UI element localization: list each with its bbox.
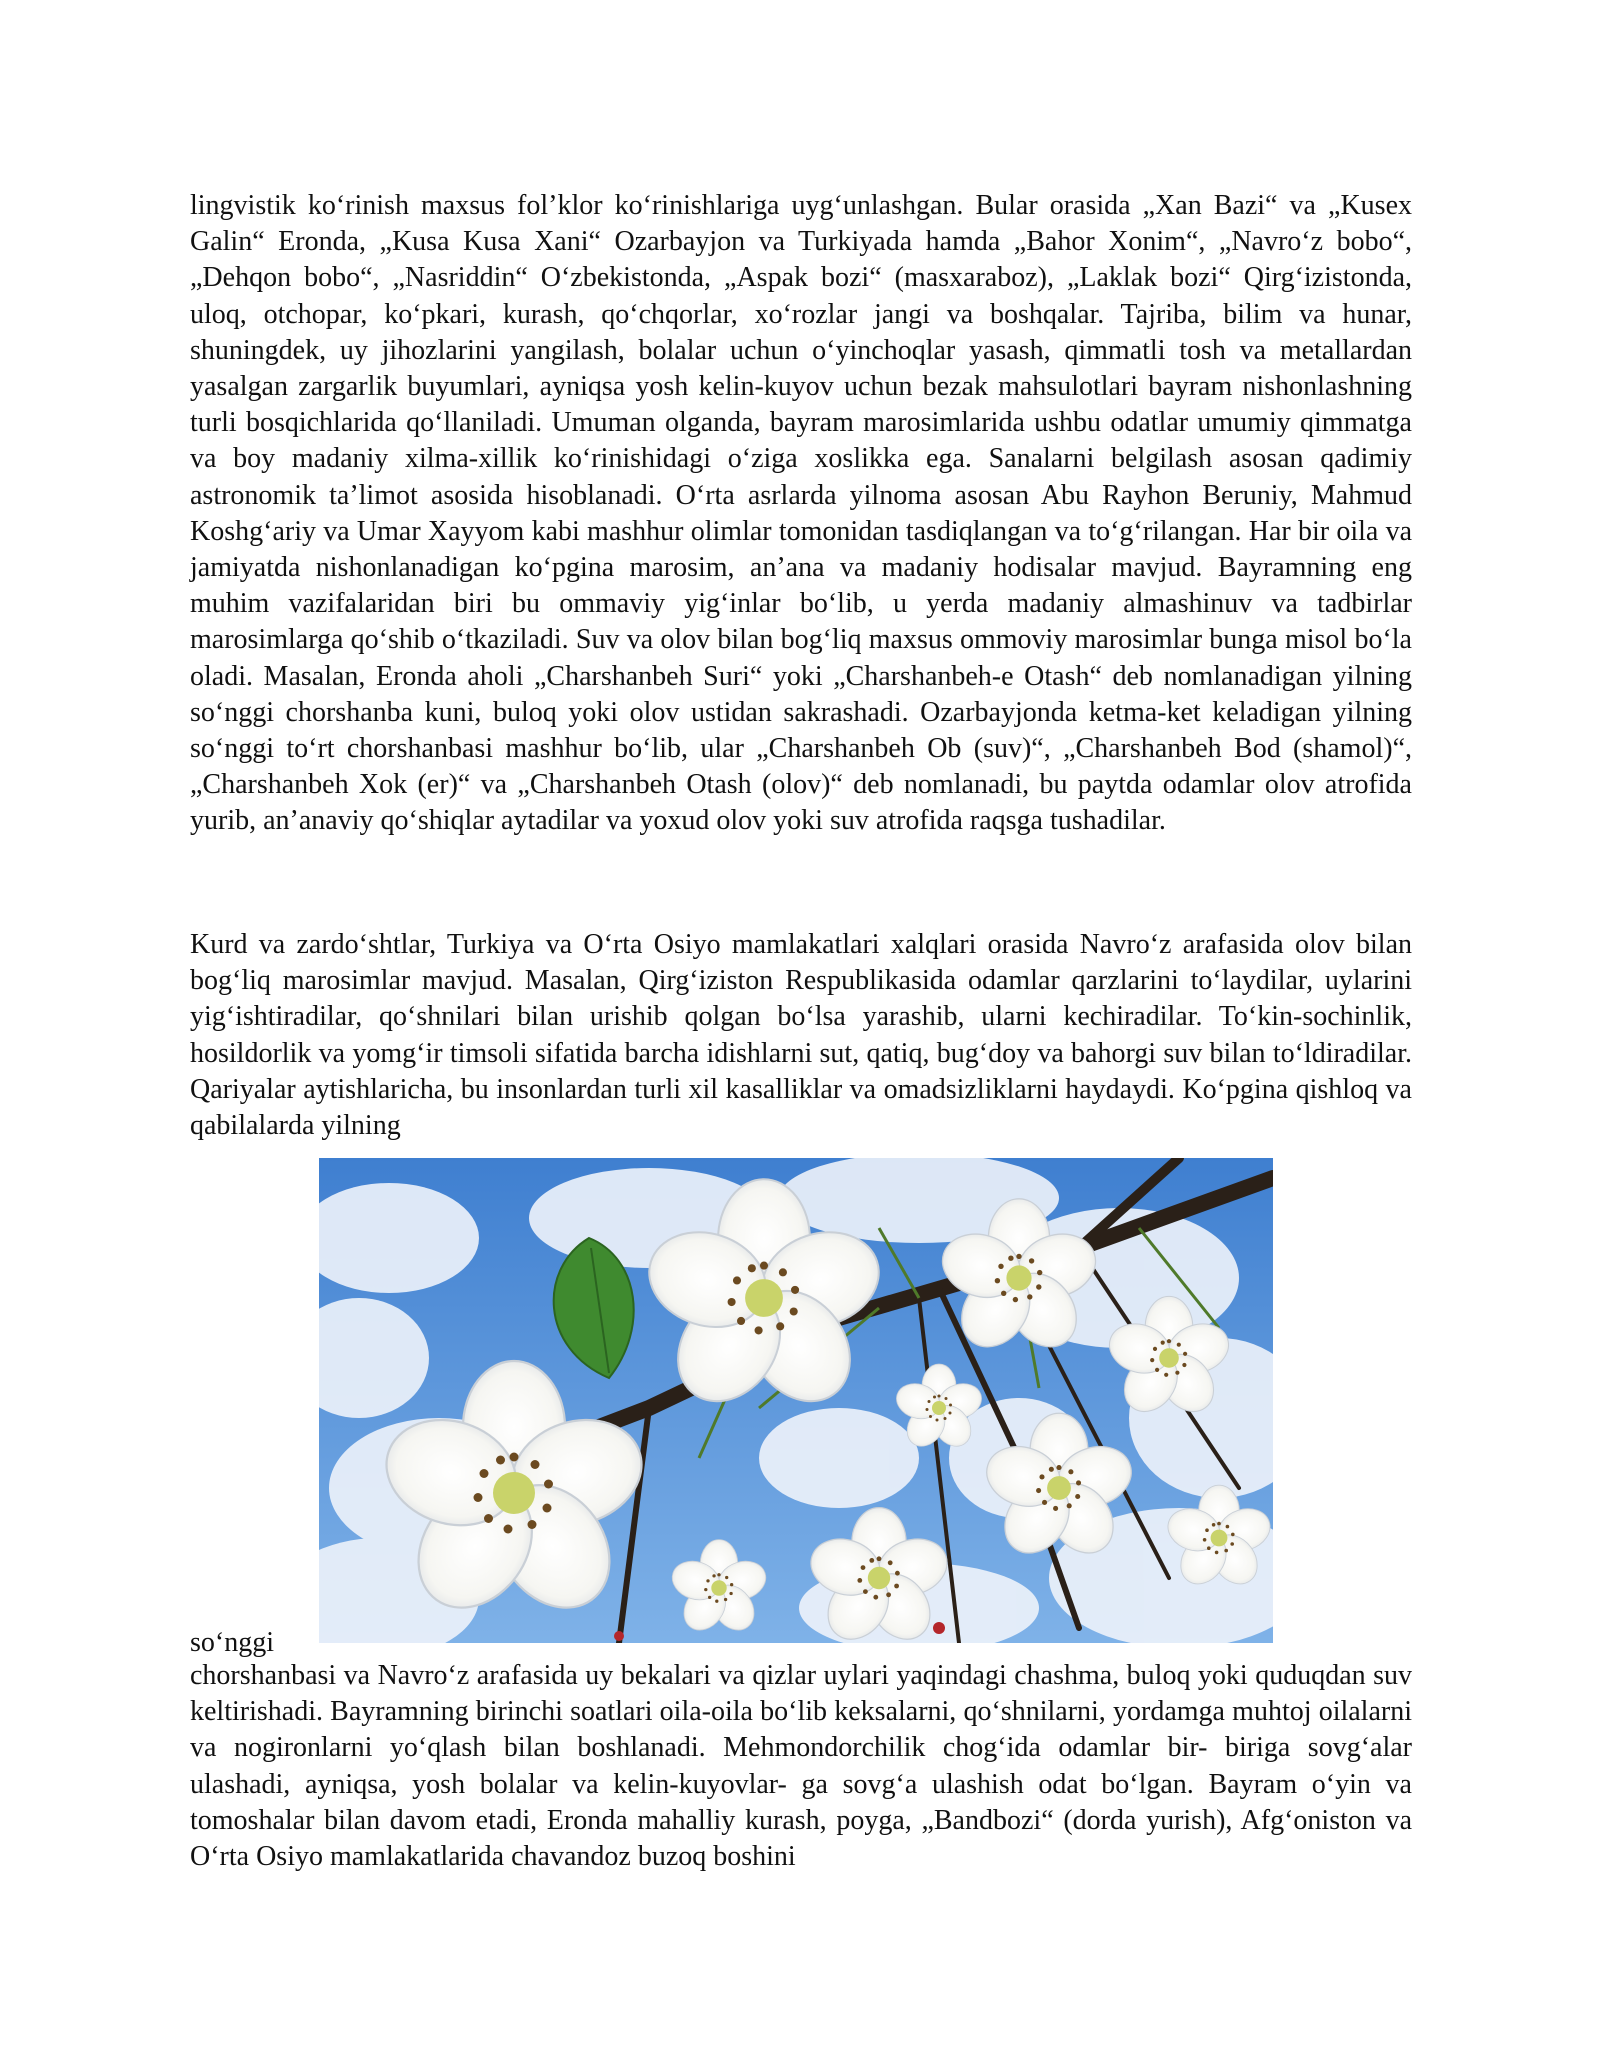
cherry-blossom-illustration <box>319 1158 1273 1643</box>
paragraph-1: lingvistik ko‘rinish maxsus fol’klor ko‘rinishlariga uyg‘unlashgan. Bular orasida „Xan Bazi“ va „Kusex Galin“ Eronda, „Kusa Kusa Xani“ Ozarbayjon va Turkiyada hamda „Bahor Xonim“, „Navro‘z bobo“, „Dehqon bobo“, „Nasriddin“ O‘zbekistonda, „Aspak bozi“ (masxaraboz), „Laklak bozi“ Qirg‘izistonda, uloq, otchopar, ko‘pkari, kurash, qo‘chqorlar, xo‘rozlar jangi va boshqalar. Tajriba, bilim va hunar, shuningdek, uy jihozlarini yangilash, bolalar uchun o‘yinchoqlar yasash, qimmatli tosh va metallardan yasalgan zargarlik buyumlari, ayniqsa yosh kelin-kuyov uchun bezak mahsulotlari bayram nishonlashning turli bosqichlarida qo‘llaniladi. Umuman olganda, bayram marosimlarida ushbu odatlar umumiy qimmatga va boy madaniy xilma-xillik ko‘rinishidagi o‘ziga xoslikka ega. Sanalarni belgilash asosan qadimiy astronomik ta’limot asosida hisoblanadi. O‘rta asrlarda yilnoma asosan Abu Rayhon Beruniy, Mahmud Koshg‘ariy va Umar Xayyom kabi mashhur olimlar tomonidan tasdiqlangan va to‘g‘rilangan. Har bir oila va jamiyatda nishonlanadigan ko‘pgina marosim, an’ana va madaniy hodisalar mavjud. Bayramning eng muhim vazifalaridan biri bu ommaviy yig‘inlar bo‘lib, u yerda madaniy almashinuv va tadbirlar marosimlarga qo‘shib o‘tkaziladi. Suv va olov bilan bog‘liq maxsus ommoviy marosimlar bunga misol bo‘la oladi. Masalan, Eronda aholi „Charshanbeh Suri“ yoki „Charshanbeh-e Otash“ deb nomlanadigan yilning so‘nggi chorshanba kuni, buloq yoki olov ustidan sakrashadi. Ozarbayjonda ketma-ket keladigan yilning so‘nggi to‘rt chorshanbasi mashhur bo‘lib, ular „Charshanbeh Ob (suv)“, „Charshanbeh Bod (shamol)“, „Charshanbeh Xok (er)“ va „Charshanbeh Otash (olov)“ deb nomlanadi, bu paytda odamlar olov atrofida yurib, an’anaviy qo‘shiqlar aytadilar va yoxud olov yoki suv atrofida raqsga tushadilar. <box>190 190 1412 837</box>
cherry-blossom-photo <box>319 1158 1273 1643</box>
inline-word: so‘nggi <box>190 1627 274 1658</box>
paragraph-2: Kurd va zardo‘shtlar, Turkiya va O‘rta Osiyo mamlakatlari xalqlari orasida Navro‘z arafasida olov bilan bog‘liq marosimlar mavjud. Masalan, Qirg‘iziston Respublikasida odamlar qarzlarini to‘laydilar, uylarini yig‘ishtiradilar, qo‘shnilari bilan urishib qolgan bo‘lsa yarashib, ularni kechiradilar. To‘kin-sochinlik, hosildorlik va yomg‘ir timsoli sifatida barcha idishlarni sut, qatiq, bug‘doy va bahorgi suv bilan to‘ldiradilar. Qariyalar aytishlaricha, bu insonlardan turli xil kasalliklar va omadsizliklarni haydaydi. Ko‘pgina qishloq va qabilalarda yilning <box>190 929 1412 1142</box>
paragraph-3: chorshanbasi va Navro‘z arafasida uy bekalari va qizlar uylari yaqindagi chashma, buloq yoki quduqdan suv keltirishadi. Bayramning birinchi soatlari oila-oila bo‘lib keksalarni, qo‘shnilarni, yordamga muhtoj oilalarni va nogironlarni yo‘qlash bilan boshlanadi. Mehmondorchilik chog‘ida odamlar bir- biriga sovg‘alar ulashadi, ayniqsa, yosh bolalar va kelin-kuyovlar- ga sovg‘a ulashish odat bo‘lgan. Bayram o‘yin va tomoshalar bilan davom etadi, Eronda mahalliy kurash, poyga, „Bandbozi“ (dorda yurish), Afg‘oniston va O‘rta Osiyo mamlakatlarida chavandoz buzoq boshini <box>190 1660 1412 1873</box>
